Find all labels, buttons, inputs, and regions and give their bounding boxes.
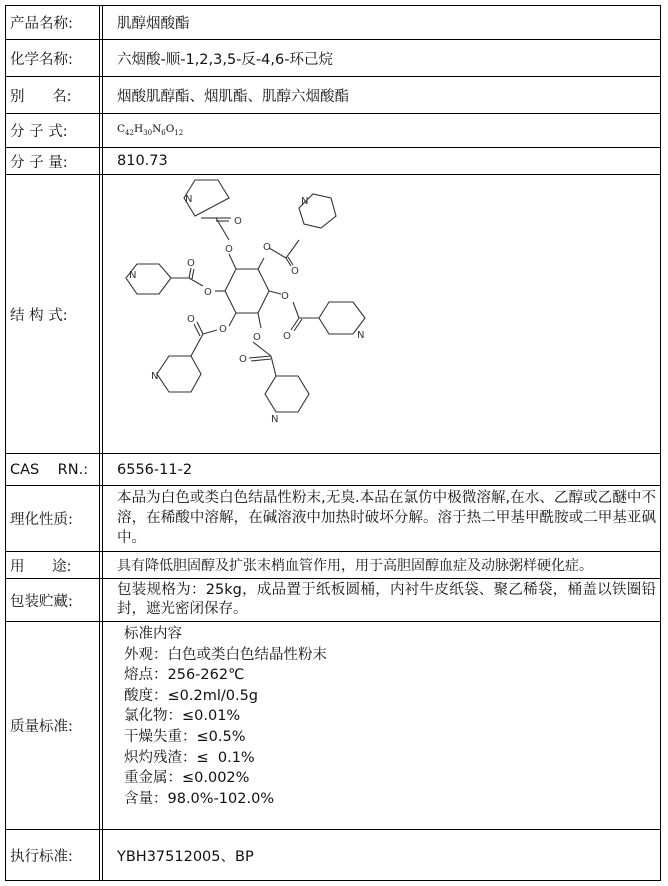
oxygen-atom: O [225, 244, 233, 255]
row-molecular-formula [6, 114, 660, 148]
row-chemical-name [6, 40, 660, 77]
row-properties [6, 486, 660, 552]
row-alias [6, 77, 660, 114]
row-storage [6, 579, 660, 622]
oxygen-atom: O [291, 266, 299, 277]
value-alias: 烟酸肌醇酯、烟肌酯、肌醇六烟酸酯 [117, 88, 349, 105]
row-cas [6, 454, 660, 486]
value-storage: 包装规格为：25kg，成品置于纸板圆桶，内衬牛皮纸袋、聚乙稀袋，桶盖以铁圈铅封，遮光密闭保存。 [117, 582, 656, 617]
oxygen-atom: O [234, 216, 242, 227]
label-chemical-name: 化学名称: [6, 40, 103, 76]
row-structure [6, 175, 660, 454]
product-spec-sheet [5, 5, 661, 881]
quality-line: 含量：98.0%-102.0% [124, 790, 275, 807]
value-properties: 本品为白色或类白色结晶性粉末,无臭.本品在氯仿中极微溶解,在水、乙醇或乙醚中不溶，在稀酸中溶解，在碱溶液中加热时破坏分解。溶于热二甲基甲酰胺或二甲基亚砜中。 [117, 490, 656, 546]
value-cas: 6556-11-2 [117, 461, 193, 478]
oxygen-atom: O [253, 332, 261, 343]
nitrogen-atom: N [301, 196, 309, 207]
oxygen-labels [187, 216, 299, 365]
label-quality: 质量标准: [6, 622, 103, 829]
pyridine-ring-bottom [265, 376, 309, 412]
row-use [6, 552, 660, 579]
label-cas: CAS RN.: [6, 454, 103, 485]
value-molecular-formula [117, 114, 656, 147]
value-exec-standard: YBH37512005、BP [117, 848, 254, 865]
quality-line: 标准内容 [124, 626, 182, 642]
quality-line: 外观：白色或类白色结晶性粉末 [124, 646, 327, 663]
label-product-name: 产品名称: [6, 6, 103, 39]
row-molecular-weight [6, 148, 660, 175]
label-molecular-weight: 分 子 量: [6, 148, 103, 174]
oxygen-atom: O [219, 324, 227, 335]
quality-standard-list [124, 624, 327, 809]
quality-line: 干燥失重：≤0.5% [124, 728, 246, 745]
quality-line: 酸度：≤0.2ml/0.5g [124, 687, 259, 704]
quality-line: 氯化物：≤0.01% [124, 708, 241, 725]
quality-line: 炽灼残渣：≤ 0.1% [124, 749, 255, 766]
quality-line: 熔点：256-262℃ [124, 667, 245, 684]
nitrogen-atom: N [185, 194, 193, 205]
pyridine-ring-lower-left [157, 356, 201, 392]
molecular-formula: $C_{42}H_{30}N_6O_{12}$ [117, 123, 184, 138]
nitrogen-atom: N [357, 330, 365, 341]
label-use: 用 途: [6, 552, 103, 578]
oxygen-atom: O [283, 331, 291, 342]
structure-formula-diagram [121, 178, 383, 450]
oxygen-atom: O [204, 287, 212, 298]
value-use: 具有降低胆固醇及扩张末梢血管作用，用于高胆固醇血症及动脉粥样硬化症。 [117, 558, 593, 574]
quality-line: 重金属：≤0.002% [124, 770, 250, 787]
nitrogen-labels [129, 194, 364, 425]
value-product-name: 肌醇烟酸酯 [117, 16, 190, 32]
ester-groups [171, 218, 319, 376]
label-alias: 别 名: [6, 77, 103, 113]
label-molecular-formula: 分 子 式: [6, 114, 103, 147]
oxygen-atom: O [187, 314, 195, 325]
label-structure: 结 构 式: [6, 175, 103, 453]
nitrogen-atom: N [129, 270, 137, 281]
value-chemical-name: 六烟酸-顺-1,2,3,5-反-4,6-环己烷 [117, 51, 333, 68]
row-quality [6, 622, 660, 830]
label-properties: 理化性质: [6, 486, 103, 551]
value-molecular-weight: 810.73 [117, 153, 168, 169]
pyridine-rings [126, 180, 365, 412]
oxygen-atom: O [263, 242, 271, 253]
label-storage: 包装贮藏: [6, 579, 103, 621]
oxygen-atom: O [281, 291, 289, 302]
oxygen-atom: O [239, 354, 247, 365]
oxygen-atom: O [187, 258, 195, 269]
row-exec-standard [6, 830, 660, 880]
nitrogen-atom: N [271, 414, 279, 425]
cyclohexane-ring [225, 269, 269, 313]
nitrogen-atom: N [151, 371, 159, 382]
label-exec-standard: 执行标准: [6, 830, 103, 880]
row-product-name [6, 6, 660, 40]
